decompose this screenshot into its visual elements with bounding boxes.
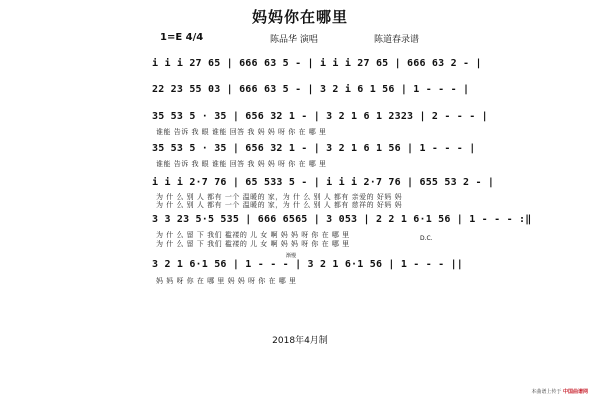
lyric-line-5: 为 什 么 留 下 我们 褴褛的 儿 女 啊 妈 妈 呀 你 在 哪 里 [156,231,350,239]
song-title: 妈妈你在哪里 [251,8,348,26]
key-signature: 1=E 4/4 [160,32,204,43]
score-line-4: 35 53 5 · 35 | 656 32 1 - | 3 2 1 6 1 56 | 1 - - - | [152,143,476,154]
lyric-line-7: 妈 妈 呀 你 在 哪 里 妈 妈 呀 你 在 哪 里 [156,277,297,285]
lyric-line-3: 为 什 么 别 人 都有 一个 温暖的 家，为 什 么 别 人 都有 亲爱的 好妈 妈 [156,193,403,201]
score-line-1: i i i 27 65 | 666 63 5 - | i i i 27 65 | 666 63 2 - | [152,58,482,69]
lyric-line-1: 谁能 告诉 我 眼 谁能 回答 我 妈 妈 呀 你 在 哪 里 [156,128,327,136]
score-line-2: 22 23 55 03 | 666 63 5 - | 3 2 i 6 1 56 | 1 - - - | [152,84,470,95]
lyric-line-6: 为 什 么 留 下 我们 褴褛的 儿 女 啊 妈 妈 呀 你 在 哪 里 [156,240,350,248]
source-prefix: 本曲谱上传于 [531,389,562,395]
transcriber-credit: 陈道春录谱 [374,35,420,45]
source-brand-link[interactable]: 中国曲谱网 [562,389,588,395]
singer-credit: 陈品华 演唱 [270,35,318,45]
tempo-marking: 渐慢 [286,253,297,259]
score-line-6: 3 3 23 5·5 535 | 666 6565 | 3 053 | 2 2 1 6·1 56 | 1 - - - :‖ [152,214,532,225]
date-label: 2018年4月制 [272,336,328,346]
lyric-line-4: 为 什 么 别 人 都有 一个 温暖的 家，为 什 么 别 人 都有 慈祥的 好妈 妈 [156,201,403,209]
score-line-5: i i i 2·7 76 | 65 533 5 - | i i i 2·7 76 | 655 53 2 - | [152,177,495,188]
source-footer [531,388,588,395]
score-line-7: 3 2 1 6·1 56 | 1 - - - | 3 2 1 6·1 56 | 1 - - - || [152,259,464,270]
lyric-line-2: 谁能 告诉 我 眼 谁能 回答 我 妈 妈 呀 你 在 哪 里 [156,160,327,168]
dc-marking: D.C. [420,235,433,242]
score-line-3: 35 53 5 · 35 | 656 32 1 - | 3 2 1 6 1 2323 | 2 - - - | [152,111,488,122]
